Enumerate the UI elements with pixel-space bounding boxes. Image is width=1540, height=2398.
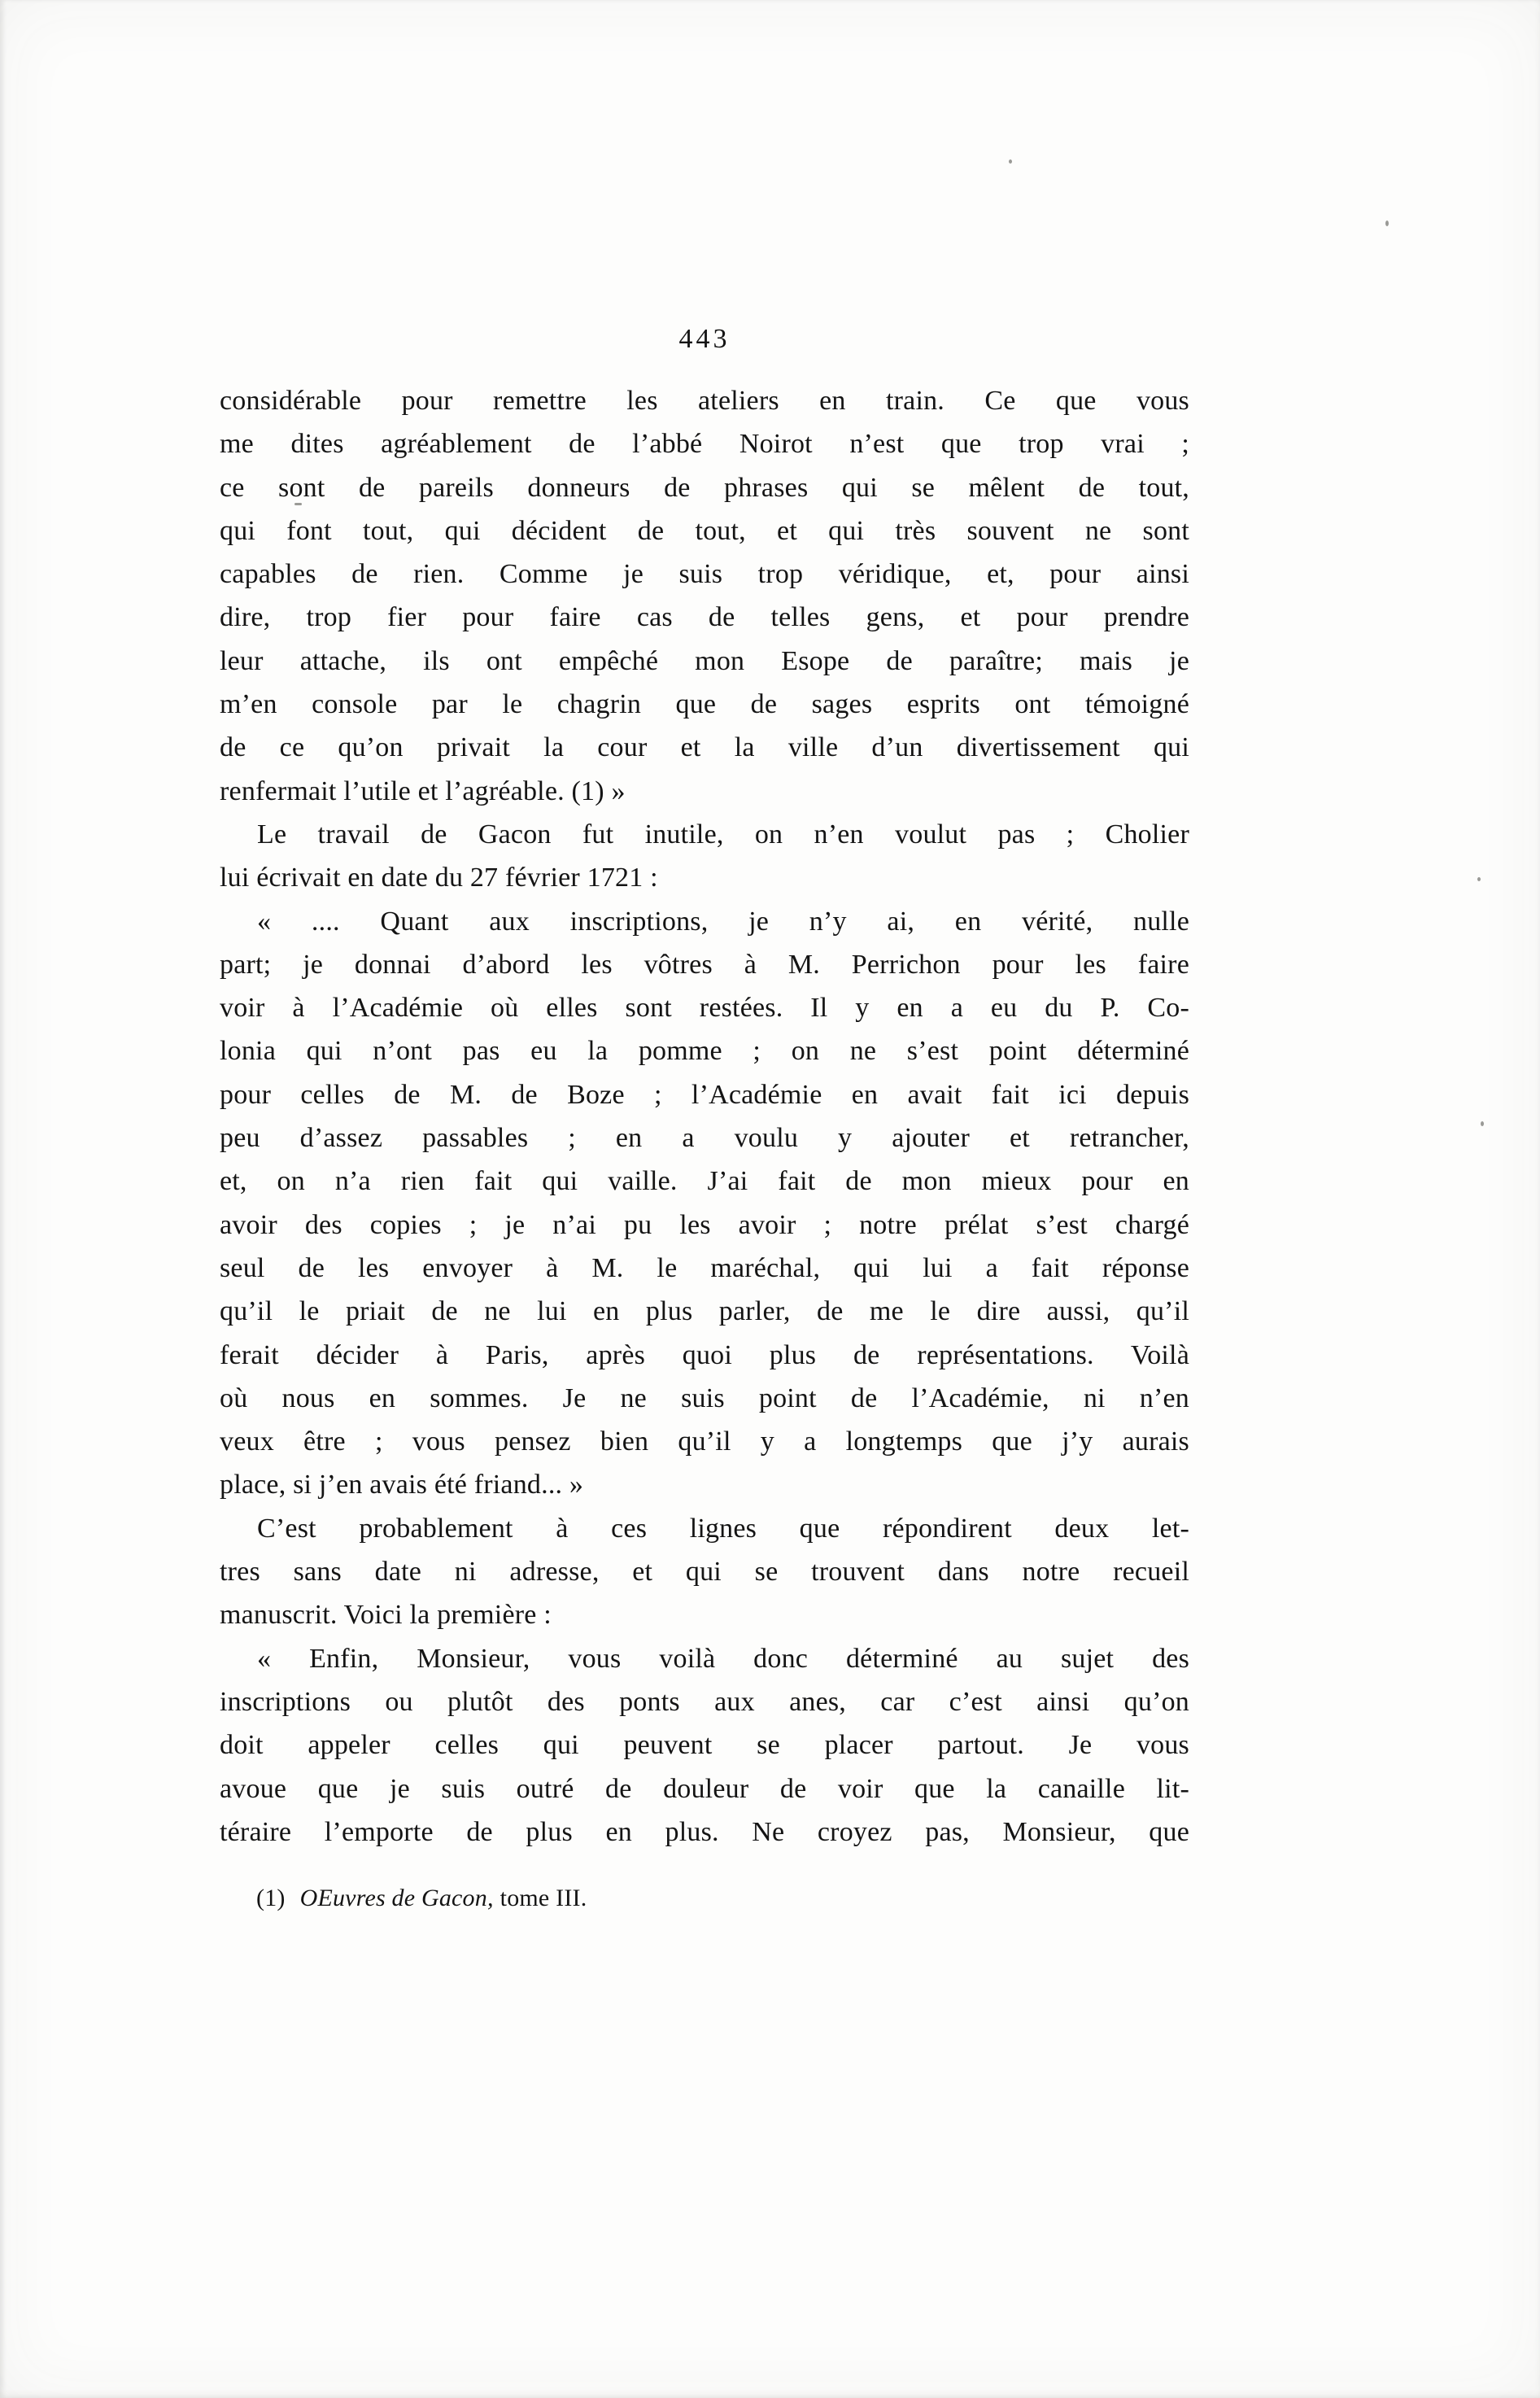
text-line: me dites agréablement de l’abbé Noirot n’est que trop vrai ; [220,429,1189,460]
text-line: renfermait l’utile et l’agréable. (1) » [220,775,626,806]
text-line: leur attache, ils ont empêché mon Esope de paraître; mais je [220,645,1189,676]
text-line: de ce qu’on privait la cour et la ville d’un divertissement qui [220,732,1189,763]
text-line: place, si j’en avais été friand... » [220,1470,584,1500]
text-line: tres sans date ni adresse, et qui se trouvent dans notre recueil [220,1557,1189,1588]
text-line: veux être ; vous pensez bien qu’il y a longtemps que j’y aurais [220,1426,1189,1457]
scan-speck [1385,221,1389,226]
text-line: où nous en sommes. Je ne suis point de l’Académie, ni n’en [220,1382,1189,1413]
text-line: m’en console par le chagrin que de sages esprits ont témoigné [220,689,1189,720]
text-line: part; je donnai d’abord les vôtres à M. Perrichon pour les faire [220,949,1189,980]
text-line: lui écrivait en date du 27 février 1721 : [220,863,658,893]
text-line: avoue que je suis outré de douleur de voir que la canaille lit- [220,1773,1189,1804]
text-line: manuscrit. Voici la première : [220,1600,552,1631]
page-number: 443 [678,324,731,354]
scan-speck [1481,1121,1484,1126]
text-line: inscriptions ou plutôt des ponts aux anes, car c’est ainsi qu’on [220,1686,1189,1717]
text-line: Le travail de Gacon fut inutile, on n’en voulut pas ; Cholier [257,819,1189,850]
footnote-rest: tome III. [500,1885,587,1911]
text-line: seul de les envoyer à M. le maréchal, qui lui a fait réponse [220,1252,1189,1283]
text-line: avoir des copies ; je n’ai pu les avoir ; notre prélat s’est chargé [220,1209,1189,1240]
text-line: pour celles de M. de Boze ; l’Académie en avait fait ici depuis [220,1079,1189,1110]
footnote-marker: (1) [256,1885,286,1911]
scan-speck [1009,159,1012,164]
text-line: C’est probablement à ces lignes que répondirent deux let- [257,1513,1189,1544]
body-text [220,379,1189,1854]
text-line: « Enfin, Monsieur, vous voilà donc déterminé au sujet des [257,1643,1189,1674]
text-line: téraire l’emporte de plus en plus. Ne croyez pas, Monsieur, que [220,1816,1189,1847]
text-line: qui font tout, qui décident de tout, et qui très souvent ne sont [220,515,1189,546]
text-line: lonia qui n’ont pas eu la pomme ; on ne s’est point déterminé [220,1036,1189,1067]
text-line: qu’il le priait de ne lui en plus parler, de me le dire aussi, qu’il [220,1296,1189,1327]
text-line: considérable pour remettre les ateliers en train. Ce que vous [220,386,1189,416]
text-line: ferait décider à Paris, après quoi plus de représentations. Voilà [220,1339,1189,1370]
text-line: doit appeler celles qui peuvent se placer partout. Je vous [220,1730,1189,1761]
footnote [256,1885,587,1912]
footnote-work-title: OEuvres de Gacon, [299,1885,494,1911]
text-line: « .... Quant aux inscriptions, je n’y ai, en vérité, nulle [257,906,1189,937]
text-line: ce sont de pareils donneurs de phrases qui se mêlent de tout, [220,472,1189,503]
text-line: voir à l’Académie où elles sont restées. Il y en a eu du P. Co- [220,993,1189,1024]
scan-speck [1477,877,1481,881]
scan-speck [294,503,302,505]
text-line: capables de rien. Comme je suis trop véridique, et, pour ainsi [220,559,1189,590]
text-line: dire, trop fier pour faire cas de telles gens, et pour prendre [220,602,1189,633]
text-line: et, on n’a rien fait qui vaille. J’ai fait de mon mieux pour en [220,1166,1189,1197]
text-line: peu d’assez passables ; en a voulu y ajouter et retrancher, [220,1123,1189,1154]
